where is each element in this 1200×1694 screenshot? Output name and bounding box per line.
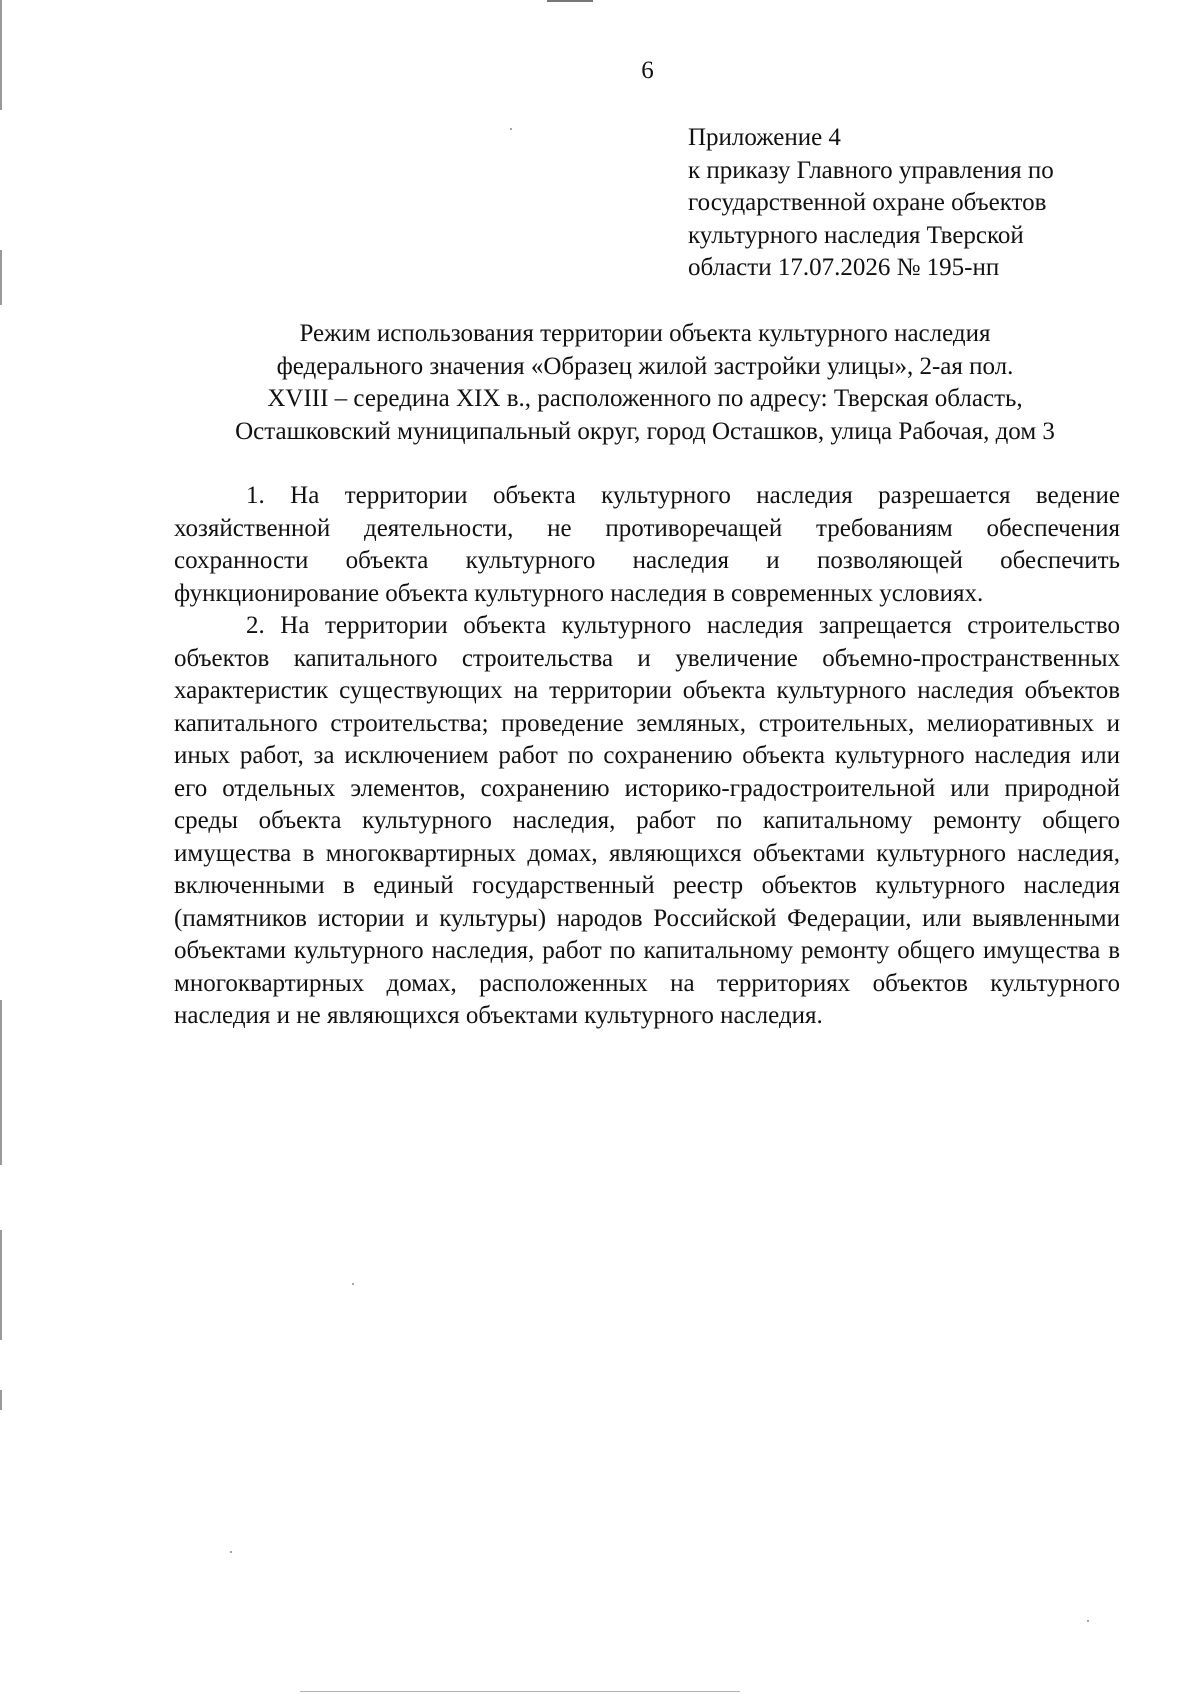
scan-speck (230, 1551, 232, 1553)
scan-edge-mark (0, 250, 2, 305)
scan-artifact-top (547, 0, 593, 2)
scan-edge-mark (0, 0, 2, 110)
scan-speck (510, 128, 512, 130)
appendix-line-4: культурного наследия Тверской (688, 221, 1024, 249)
scan-artifact-bottom (300, 1691, 740, 1692)
paragraph-1: 1. На территории объекта культурного наследия разрешается ведение хозяйственной деятельности, не противоречащей требованиям обеспечения сохранности объекта культурного наследия и позволяющей обеспечить функционирование объекта культурного наследия в современных условиях. (174, 482, 1120, 607)
appendix-header (688, 122, 1120, 285)
scan-edge-mark (0, 1390, 2, 1410)
title-line-2: федерального значения «Образец жилой застройки улицы», 2-ая пол. (276, 352, 1014, 380)
document-title (170, 318, 1120, 448)
document-body (174, 480, 1120, 1033)
page-number: 6 (641, 57, 654, 84)
scan-speck (352, 1283, 354, 1285)
paragraph-2: 2. На территории объекта культурного наследия запрещается строительство объектов капитального строительства и увеличение объемно-пространственных характеристик существующих на территории объекта культурного наследия объектов капитального строительства; проведение земляных, строительных, мелиоративных и иных работ, за исключением работ по сохранению объекта культурного наследия или его отдельных элементов, сохранению историко-градостроительной или природной среды объекта культурного наследия, работ по капитальному ремонту общего имущества в многоквартирных домах, являющихся объектами культурного наследия, включенными в единый государственный реестр объектов культурного наследия (памятников истории и культуры) народов Российской Федерации, или выявленными объектами культурного наследия, работ по капитальному ремонту общего имущества в многоквартирных домах, расположенных на территориях объектов культурного наследия и не являющихся объектами культурного наследия. (174, 612, 1120, 1029)
scan-edge-mark (0, 1000, 2, 1165)
scan-speck (1087, 1620, 1089, 1622)
appendix-line-1: Приложение 4 (688, 124, 841, 151)
appendix-line-5: области 17.07.2026 № 195-нп (688, 254, 1000, 281)
scan-edge-mark (0, 1230, 2, 1340)
appendix-line-3: государственной охране объектов (688, 189, 1047, 216)
title-line-4: Осташковский муниципальный округ, город Осташков, улица Рабочая, дом 3 (235, 417, 1055, 445)
title-line-3: XVIII – середина XIX в., расположенного по адресу: Тверская область, (267, 385, 1023, 412)
appendix-line-2: к приказу Главного управления по (688, 156, 1054, 184)
title-line-1: Режим использования территории объекта культурного наследия (299, 320, 991, 347)
